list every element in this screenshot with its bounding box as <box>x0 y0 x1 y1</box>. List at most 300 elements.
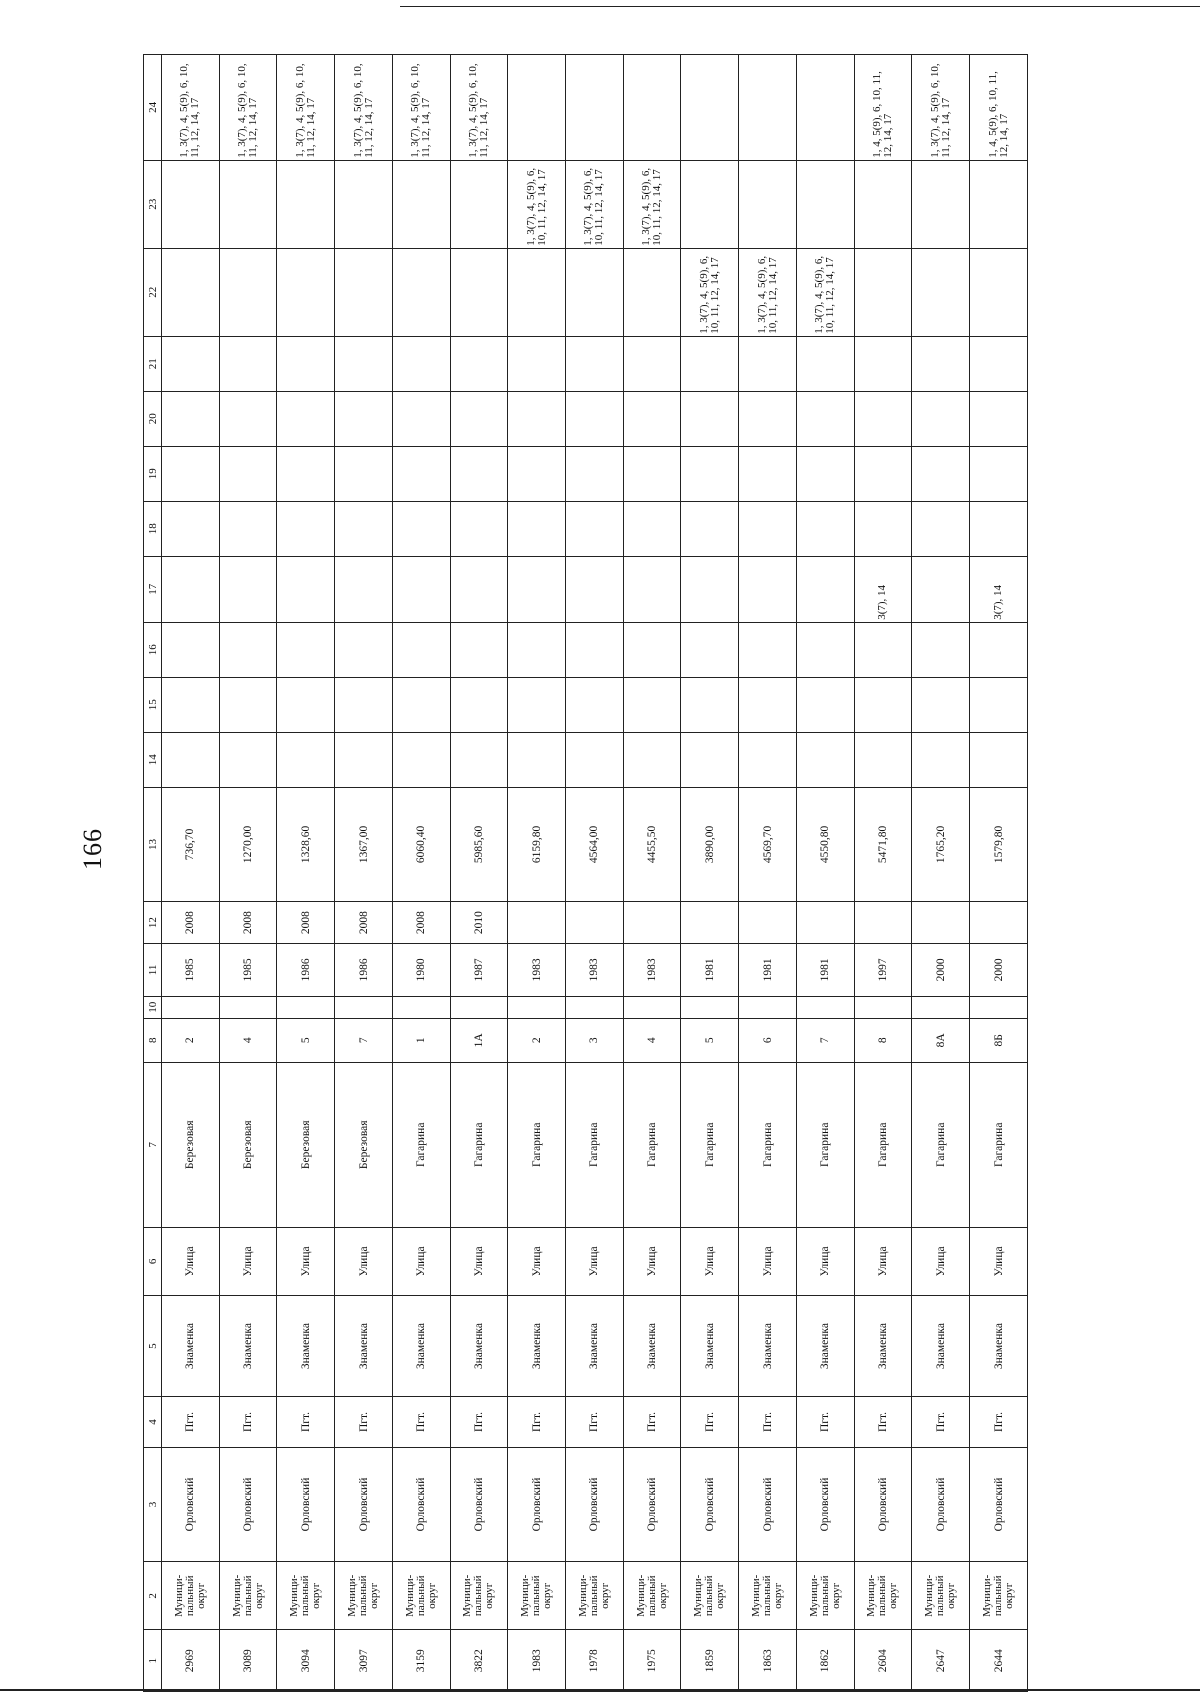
street-cell: Березовая <box>335 1062 393 1227</box>
street-cell: Гагарина <box>912 1062 970 1227</box>
street-cell: Гагарина <box>566 1062 624 1227</box>
empty-cell <box>739 446 797 501</box>
codes-cell <box>970 248 1028 336</box>
settlement-type-cell: Пгт. <box>854 1397 912 1448</box>
codes-cell <box>162 160 220 248</box>
empty-cell <box>277 336 335 391</box>
empty-cell <box>162 446 220 501</box>
empty-cell <box>219 732 277 787</box>
column-header: 21 <box>144 336 162 391</box>
settlement-cell: Знаменка <box>796 1296 854 1397</box>
empty-cell <box>912 501 970 556</box>
street-type-cell: Улица <box>854 1227 912 1295</box>
municipality-cell: Муници-пальный округ <box>566 1562 624 1630</box>
empty-cell <box>566 622 624 677</box>
empty-cell <box>219 336 277 391</box>
empty-cell <box>566 391 624 446</box>
codes-cell: 1, 4, 5(9), 6, 10, 11, 12, 14, 17 <box>970 55 1028 161</box>
empty-cell <box>277 732 335 787</box>
build-year-cell: 2000 <box>970 943 1028 996</box>
empty-cell <box>392 732 450 787</box>
house-number-cell: 1А <box>450 1018 508 1062</box>
empty-cell <box>739 732 797 787</box>
street-type-cell: Улица <box>162 1227 220 1295</box>
area-cell: 4550,80 <box>796 787 854 901</box>
settlement-cell: Знаменка <box>970 1296 1028 1397</box>
codes-cell <box>739 556 797 622</box>
codes-cell: 3(7), 14 <box>854 556 912 622</box>
record-id-cell: 3094 <box>277 1630 335 1692</box>
street-cell: Гагарина <box>739 1062 797 1227</box>
empty-cell <box>970 501 1028 556</box>
codes-cell: 1, 3(7), 4, 5(9), 6, 10, 11, 12, 14, 17 <box>392 55 450 161</box>
build-year-cell: 2000 <box>912 943 970 996</box>
codes-cell <box>450 160 508 248</box>
empty-cell <box>912 446 970 501</box>
column-header: 15 <box>144 677 162 732</box>
house-number-cell: 7 <box>335 1018 393 1062</box>
district-cell: Орловский <box>277 1447 335 1561</box>
district-cell: Орловский <box>739 1447 797 1561</box>
page-number: 166 <box>78 828 107 870</box>
street-cell: Гагарина <box>970 1062 1028 1227</box>
codes-cell <box>681 160 739 248</box>
codes-cell <box>739 160 797 248</box>
municipality-cell: Муници-пальный округ <box>450 1562 508 1630</box>
empty-cell <box>796 622 854 677</box>
area-cell: 1270,00 <box>219 787 277 901</box>
codes-cell <box>508 556 566 622</box>
empty-cell <box>566 336 624 391</box>
street-cell: Березовая <box>219 1062 277 1227</box>
empty-cell <box>623 732 681 787</box>
table-row <box>335 55 393 1692</box>
codes-cell <box>854 160 912 248</box>
empty-cell <box>623 622 681 677</box>
empty-cell <box>162 336 220 391</box>
municipality-cell: Муници-пальный округ <box>970 1562 1028 1630</box>
settlement-type-cell: Пгт. <box>450 1397 508 1448</box>
column-header: 6 <box>144 1227 162 1295</box>
empty-cell <box>219 501 277 556</box>
empty-cell <box>796 677 854 732</box>
record-id-cell: 3097 <box>335 1630 393 1692</box>
table-row <box>739 55 797 1692</box>
build-year-cell: 1985 <box>219 943 277 996</box>
street-type-cell: Улица <box>739 1227 797 1295</box>
empty-cell <box>566 677 624 732</box>
codes-cell <box>162 556 220 622</box>
street-type-cell: Улица <box>450 1227 508 1295</box>
column-header: 12 <box>144 902 162 944</box>
record-id-cell: 1862 <box>796 1630 854 1692</box>
district-cell: Орловский <box>796 1447 854 1561</box>
codes-cell <box>796 556 854 622</box>
municipality-cell: Муници-пальный округ <box>854 1562 912 1630</box>
codes-cell <box>566 55 624 161</box>
house-number-cell: 3 <box>566 1018 624 1062</box>
empty-cell <box>796 501 854 556</box>
street-type-cell: Улица <box>277 1227 335 1295</box>
codes-cell <box>162 248 220 336</box>
empty-cell <box>970 677 1028 732</box>
codes-cell <box>854 248 912 336</box>
settlement-type-cell: Пгт. <box>219 1397 277 1448</box>
area-cell: 3890,00 <box>681 787 739 901</box>
house-number-cell: 1 <box>392 1018 450 1062</box>
column-header: 2 <box>144 1562 162 1630</box>
district-cell: Орловский <box>623 1447 681 1561</box>
street-type-cell: Улица <box>219 1227 277 1295</box>
record-id-cell: 1863 <box>739 1630 797 1692</box>
build-year-cell: 1983 <box>623 943 681 996</box>
column-header: 23 <box>144 160 162 248</box>
empty-cell <box>970 446 1028 501</box>
area-cell: 6060,40 <box>392 787 450 901</box>
codes-cell <box>912 160 970 248</box>
empty-cell <box>508 501 566 556</box>
codes-cell: 1, 3(7), 4, 5(9), 6, 10, 11, 12, 14, 17 <box>508 160 566 248</box>
table-row <box>970 55 1028 1692</box>
settlement-type-cell: Пгт. <box>508 1397 566 1448</box>
column-header: 5 <box>144 1296 162 1397</box>
municipality-cell: Муници-пальный округ <box>508 1562 566 1630</box>
empty-cell <box>970 336 1028 391</box>
empty-cell <box>335 336 393 391</box>
record-id-cell: 1859 <box>681 1630 739 1692</box>
empty-cell <box>219 446 277 501</box>
codes-cell <box>796 55 854 161</box>
column-header: 17 <box>144 556 162 622</box>
codes-cell: 1, 3(7), 4, 5(9), 6, 10, 11, 12, 14, 17 <box>566 160 624 248</box>
empty-cell <box>854 446 912 501</box>
empty-cell <box>450 622 508 677</box>
codes-cell <box>335 248 393 336</box>
empty-cell <box>450 501 508 556</box>
codes-cell: 1, 4, 5(9), 6, 10, 11, 12, 14, 17 <box>854 55 912 161</box>
codes-cell <box>219 160 277 248</box>
empty-cell <box>681 446 739 501</box>
codes-cell <box>392 160 450 248</box>
settlement-type-cell: Пгт. <box>566 1397 624 1448</box>
column-header: 18 <box>144 501 162 556</box>
settlement-cell: Знаменка <box>508 1296 566 1397</box>
empty-cell <box>796 446 854 501</box>
codes-cell <box>681 556 739 622</box>
repair-year-cell <box>681 902 739 944</box>
codes-cell <box>796 160 854 248</box>
area-cell: 4569,70 <box>739 787 797 901</box>
codes-cell <box>392 556 450 622</box>
record-id-cell: 2604 <box>854 1630 912 1692</box>
settlement-cell: Знаменка <box>450 1296 508 1397</box>
empty-cell <box>796 996 854 1018</box>
codes-cell: 1, 3(7), 4, 5(9), 6, 10, 11, 12, 14, 17 <box>681 248 739 336</box>
house-number-cell: 8А <box>912 1018 970 1062</box>
house-number-cell: 7 <box>796 1018 854 1062</box>
area-cell: 4455,50 <box>623 787 681 901</box>
settlement-cell: Знаменка <box>739 1296 797 1397</box>
area-cell: 736,70 <box>162 787 220 901</box>
empty-cell <box>623 501 681 556</box>
table-row <box>681 55 739 1692</box>
record-id-cell: 2969 <box>162 1630 220 1692</box>
codes-cell: 1, 3(7), 4, 5(9), 6, 10, 11, 12, 14, 17 <box>912 55 970 161</box>
street-type-cell: Улица <box>392 1227 450 1295</box>
build-year-cell: 1987 <box>450 943 508 996</box>
build-year-cell: 1983 <box>566 943 624 996</box>
empty-cell <box>277 391 335 446</box>
repair-year-cell: 2008 <box>162 902 220 944</box>
empty-cell <box>796 336 854 391</box>
table-row <box>277 55 335 1692</box>
empty-cell <box>912 391 970 446</box>
street-cell: Гагарина <box>854 1062 912 1227</box>
empty-cell <box>566 996 624 1018</box>
district-cell: Орловский <box>854 1447 912 1561</box>
empty-cell <box>566 446 624 501</box>
repair-year-cell: 2008 <box>335 902 393 944</box>
column-header: 3 <box>144 1447 162 1561</box>
top-rule <box>400 6 1200 7</box>
house-number-cell: 4 <box>219 1018 277 1062</box>
table-row <box>623 55 681 1692</box>
repair-year-cell: 2008 <box>392 902 450 944</box>
empty-cell <box>335 501 393 556</box>
municipality-cell: Муници-пальный округ <box>392 1562 450 1630</box>
settlement-cell: Знаменка <box>219 1296 277 1397</box>
column-header: 11 <box>144 943 162 996</box>
codes-cell <box>277 556 335 622</box>
empty-cell <box>739 501 797 556</box>
empty-cell <box>739 996 797 1018</box>
municipality-cell: Муници-пальный округ <box>277 1562 335 1630</box>
table-row <box>219 55 277 1692</box>
codes-cell: 1, 3(7), 4, 5(9), 6, 10, 11, 12, 14, 17 <box>739 248 797 336</box>
codes-cell: 1, 3(7), 4, 5(9), 6, 10, 11, 12, 14, 17 <box>277 55 335 161</box>
column-header: 7 <box>144 1062 162 1227</box>
build-year-cell: 1981 <box>796 943 854 996</box>
record-id-cell: 1975 <box>623 1630 681 1692</box>
area-cell: 1765,20 <box>912 787 970 901</box>
empty-cell <box>681 677 739 732</box>
empty-cell <box>566 501 624 556</box>
empty-cell <box>623 677 681 732</box>
empty-cell <box>912 336 970 391</box>
empty-cell <box>450 677 508 732</box>
empty-cell <box>970 622 1028 677</box>
column-header: 24 <box>144 55 162 161</box>
empty-cell <box>508 996 566 1018</box>
empty-cell <box>854 732 912 787</box>
street-cell: Березовая <box>162 1062 220 1227</box>
district-cell: Орловский <box>162 1447 220 1561</box>
empty-cell <box>508 391 566 446</box>
repair-year-cell <box>566 902 624 944</box>
street-cell: Гагарина <box>508 1062 566 1227</box>
municipality-cell: Муници-пальный округ <box>623 1562 681 1630</box>
table-row <box>796 55 854 1692</box>
build-year-cell: 1981 <box>739 943 797 996</box>
street-cell: Гагарина <box>796 1062 854 1227</box>
house-number-cell: 5 <box>681 1018 739 1062</box>
house-number-cell: 8 <box>854 1018 912 1062</box>
rotated-table-container <box>143 54 1028 1692</box>
street-cell: Березовая <box>277 1062 335 1227</box>
empty-cell <box>681 996 739 1018</box>
record-id-cell: 1983 <box>508 1630 566 1692</box>
empty-cell <box>796 732 854 787</box>
empty-cell <box>335 391 393 446</box>
empty-cell <box>219 391 277 446</box>
column-header: 1 <box>144 1630 162 1692</box>
codes-cell <box>219 248 277 336</box>
house-number-cell: 8Б <box>970 1018 1028 1062</box>
empty-cell <box>854 996 912 1018</box>
table-row <box>508 55 566 1692</box>
settlement-type-cell: Пгт. <box>739 1397 797 1448</box>
build-year-cell: 1980 <box>392 943 450 996</box>
settlement-type-cell: Пгт. <box>912 1397 970 1448</box>
record-id-cell: 2644 <box>970 1630 1028 1692</box>
codes-cell <box>912 556 970 622</box>
codes-cell <box>335 160 393 248</box>
settlement-type-cell: Пгт. <box>796 1397 854 1448</box>
settlement-type-cell: Пгт. <box>970 1397 1028 1448</box>
codes-cell <box>219 556 277 622</box>
table-row <box>912 55 970 1692</box>
column-number-row <box>144 55 162 1692</box>
street-type-cell: Улица <box>623 1227 681 1295</box>
build-year-cell: 1985 <box>162 943 220 996</box>
house-number-cell: 5 <box>277 1018 335 1062</box>
codes-cell: 3(7), 14 <box>970 556 1028 622</box>
settlement-type-cell: Пгт. <box>335 1397 393 1448</box>
repair-year-cell <box>739 902 797 944</box>
empty-cell <box>681 732 739 787</box>
empty-cell <box>392 622 450 677</box>
settlement-cell: Знаменка <box>335 1296 393 1397</box>
empty-cell <box>277 996 335 1018</box>
empty-cell <box>450 336 508 391</box>
municipality-cell: Муници-пальный округ <box>739 1562 797 1630</box>
empty-cell <box>450 996 508 1018</box>
codes-cell <box>912 248 970 336</box>
house-number-cell: 6 <box>739 1018 797 1062</box>
empty-cell <box>219 996 277 1018</box>
street-cell: Гагарина <box>623 1062 681 1227</box>
empty-cell <box>623 996 681 1018</box>
empty-cell <box>219 677 277 732</box>
settlement-cell: Знаменка <box>162 1296 220 1397</box>
column-header: 8 <box>144 1018 162 1062</box>
empty-cell <box>739 336 797 391</box>
district-cell: Орловский <box>335 1447 393 1561</box>
empty-cell <box>854 391 912 446</box>
empty-cell <box>912 732 970 787</box>
municipality-cell: Муници-пальный округ <box>912 1562 970 1630</box>
street-type-cell: Улица <box>508 1227 566 1295</box>
area-cell: 5471,80 <box>854 787 912 901</box>
table-row <box>450 55 508 1692</box>
district-cell: Орловский <box>219 1447 277 1561</box>
record-id-cell: 3822 <box>450 1630 508 1692</box>
empty-cell <box>392 501 450 556</box>
empty-cell <box>162 622 220 677</box>
empty-cell <box>508 732 566 787</box>
empty-cell <box>219 622 277 677</box>
empty-cell <box>623 446 681 501</box>
repair-year-cell: 2010 <box>450 902 508 944</box>
settlement-type-cell: Пгт. <box>277 1397 335 1448</box>
empty-cell <box>854 501 912 556</box>
empty-cell <box>277 622 335 677</box>
empty-cell <box>392 391 450 446</box>
house-number-cell: 2 <box>162 1018 220 1062</box>
settlement-cell: Знаменка <box>277 1296 335 1397</box>
municipality-cell: Муници-пальный округ <box>681 1562 739 1630</box>
settlement-type-cell: Пгт. <box>623 1397 681 1448</box>
empty-cell <box>508 446 566 501</box>
empty-cell <box>277 501 335 556</box>
codes-cell <box>508 248 566 336</box>
settlement-cell: Знаменка <box>566 1296 624 1397</box>
empty-cell <box>566 732 624 787</box>
municipality-cell: Муници-пальный округ <box>335 1562 393 1630</box>
empty-cell <box>450 732 508 787</box>
column-header: 13 <box>144 787 162 901</box>
district-cell: Орловский <box>508 1447 566 1561</box>
column-header: 16 <box>144 622 162 677</box>
empty-cell <box>623 391 681 446</box>
street-type-cell: Улица <box>566 1227 624 1295</box>
codes-cell <box>392 248 450 336</box>
codes-cell: 1, 3(7), 4, 5(9), 6, 10, 11, 12, 14, 17 <box>796 248 854 336</box>
codes-cell <box>450 556 508 622</box>
empty-cell <box>854 336 912 391</box>
column-header: 14 <box>144 732 162 787</box>
municipality-cell: Муници-пальный округ <box>796 1562 854 1630</box>
codes-cell <box>681 55 739 161</box>
district-cell: Орловский <box>566 1447 624 1561</box>
empty-cell <box>508 622 566 677</box>
housing-register-table <box>143 54 1028 1692</box>
empty-cell <box>854 622 912 677</box>
settlement-cell: Знаменка <box>854 1296 912 1397</box>
district-cell: Орловский <box>392 1447 450 1561</box>
record-id-cell: 3159 <box>392 1630 450 1692</box>
column-header: 10 <box>144 996 162 1018</box>
codes-cell <box>739 55 797 161</box>
street-cell: Гагарина <box>392 1062 450 1227</box>
settlement-cell: Знаменка <box>681 1296 739 1397</box>
area-cell: 4564,00 <box>566 787 624 901</box>
settlement-cell: Знаменка <box>623 1296 681 1397</box>
table-body <box>162 55 1028 1692</box>
build-year-cell: 1981 <box>681 943 739 996</box>
codes-cell <box>508 55 566 161</box>
street-type-cell: Улица <box>681 1227 739 1295</box>
empty-cell <box>392 677 450 732</box>
repair-year-cell: 2008 <box>219 902 277 944</box>
table-row <box>854 55 912 1692</box>
empty-cell <box>681 622 739 677</box>
municipality-cell: Муници-пальный округ <box>162 1562 220 1630</box>
repair-year-cell <box>623 902 681 944</box>
repair-year-cell <box>912 902 970 944</box>
repair-year-cell <box>854 902 912 944</box>
empty-cell <box>508 336 566 391</box>
